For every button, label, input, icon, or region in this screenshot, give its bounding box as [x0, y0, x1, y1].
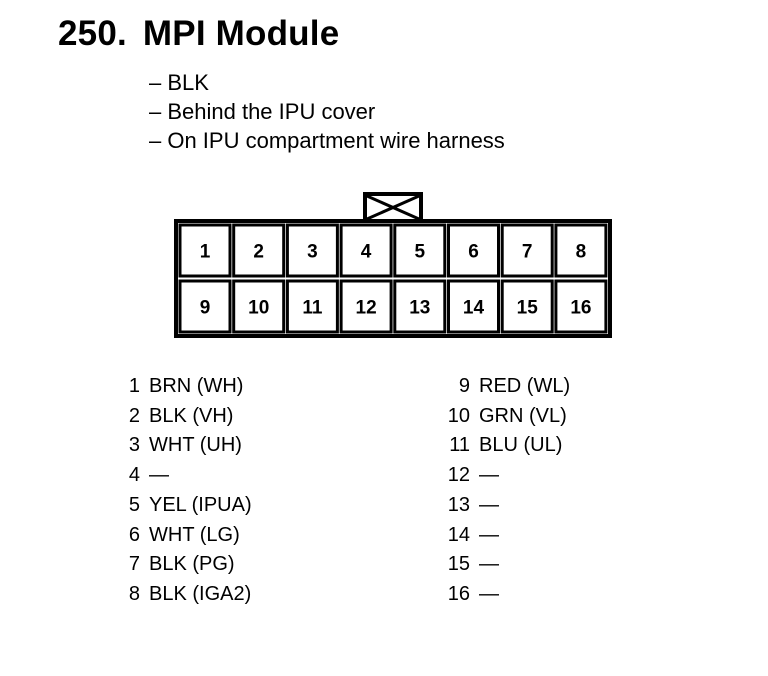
pin-number-label: 3: [307, 241, 318, 263]
wire-color: BLK (IGA2): [149, 582, 252, 605]
wire-color: —: [149, 464, 169, 487]
pin-number: 4: [128, 464, 140, 487]
wire-color: RED (WL): [479, 375, 571, 397]
pin-assignment-row: [118, 372, 252, 402]
pin-assignment-row: [118, 431, 252, 461]
pin-assignment-row: [436, 521, 570, 551]
note-location: – Behind the IPU cover: [149, 99, 376, 124]
wire-color: BLU (UL): [479, 434, 563, 457]
pin-number: 16: [447, 582, 470, 605]
pin-number-label: 12: [355, 297, 377, 319]
wire-color: WHT (UH): [149, 434, 242, 457]
pin-number-label: 9: [199, 297, 211, 319]
pin-assignment-row: [436, 550, 570, 580]
wire-color: YEL (IPUA): [149, 493, 252, 516]
wire-color: —: [479, 464, 499, 487]
component-name: MPI Module: [142, 14, 340, 53]
pin-assignment-row: [118, 550, 252, 580]
wire-color: —: [479, 553, 499, 576]
wire-color: WHT (LG): [149, 523, 240, 546]
pin-number-label: 13: [409, 297, 431, 319]
pin-number: 12: [447, 464, 470, 487]
pin-number-label: 6: [468, 241, 479, 263]
pin-number: 6: [128, 523, 140, 546]
pin-number-label: 16: [570, 297, 592, 319]
pin-number-label: 14: [462, 297, 485, 319]
note-harness: – On IPU compartment wire harness: [149, 128, 505, 153]
pin-number: 3: [128, 434, 140, 457]
wire-color: —: [479, 523, 499, 546]
wire-color: —: [479, 582, 499, 605]
pin-assignment-row: [118, 491, 252, 521]
wire-color: BLK (VH): [149, 404, 234, 427]
pin-number-label: 4: [360, 241, 372, 263]
pin-number: 14: [447, 523, 470, 546]
pin-assignment-row: [118, 580, 252, 610]
note-color: – BLK: [149, 70, 209, 95]
pin-number-label: 11: [302, 297, 323, 319]
pin-number-label: 15: [516, 297, 538, 319]
pin-number: 15: [447, 553, 470, 576]
pin-number: 8: [128, 582, 140, 605]
pin-number-label: 10: [248, 297, 270, 319]
pin-list-left: [118, 372, 252, 610]
pin-number: 10: [447, 404, 470, 427]
pin-number: 13: [447, 493, 470, 516]
pin-assignment-row: [436, 402, 570, 432]
pin-number: 1: [128, 375, 140, 397]
pin-number: 11: [449, 434, 470, 457]
pin-number-label: 1: [199, 241, 211, 263]
section-number: 250.: [58, 14, 127, 53]
pin-number: 5: [128, 493, 140, 516]
wire-color: BRN (WH): [149, 375, 244, 397]
pin-assignment-row: [436, 461, 570, 491]
pin-number-label: 8: [575, 241, 587, 263]
pin-assignment-row: [118, 521, 252, 551]
pin-assignment-row: [118, 461, 252, 491]
pin-assignment-row: [436, 372, 570, 402]
wire-color: BLK (PG): [149, 553, 235, 576]
pin-number: 7: [128, 553, 140, 576]
pin-number-label: 7: [521, 241, 533, 263]
pin-assignment-row: [436, 431, 570, 461]
pin-number: 9: [458, 375, 470, 397]
pin-assignment-row: [118, 402, 252, 432]
pin-assignment-row: [436, 580, 570, 610]
pin-list-right: [436, 372, 570, 610]
wire-color: —: [479, 493, 499, 516]
wire-color: GRN (VL): [479, 404, 567, 427]
pin-assignment-row: [436, 491, 570, 521]
pin-number: 2: [128, 404, 140, 427]
pin-number-label: 2: [253, 241, 264, 263]
pin-number-label: 5: [414, 241, 426, 263]
